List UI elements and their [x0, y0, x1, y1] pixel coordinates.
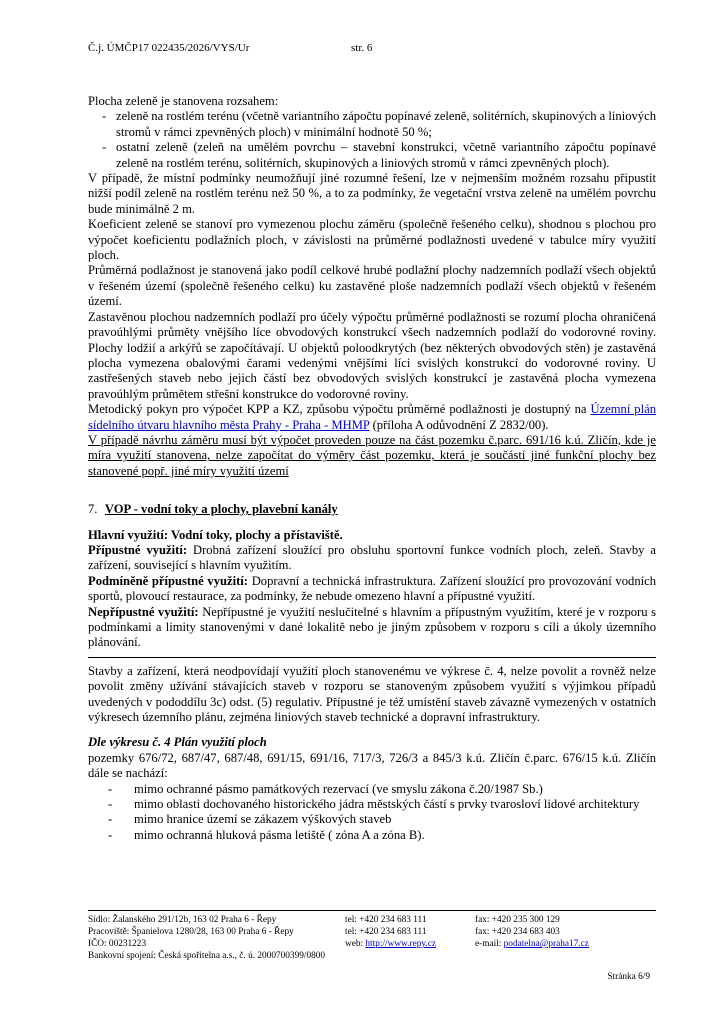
section-number: 7.	[88, 502, 98, 517]
list-item: - mimo ochranná hluková pásma letiště ( zóna A a zóna B).	[88, 828, 656, 843]
page-footer	[88, 910, 656, 961]
paragraph: Průměrná podlažnost je stanovená jako podíl celkové hrubé podlažní plochy nadzemních podlaží všech objektů v řešeném území (společně řešeného celku) ku zastavěné ploše nadzemních podlaží všech objektů v řešeném území.	[88, 263, 656, 309]
forbidden-use-text: Nepřípustné je využití neslučitelné s hlavním a přípustným využitím, které je v rozporu s podmínkami a limity stanovenými v dané lokalitě nebo je jiným způsobem v rozporu s cíli a úkoly územního plánování.	[88, 604, 656, 650]
list-item: - mimo hranice území se zákazem výškových staveb	[88, 812, 656, 827]
fax-2: fax: +420 234 683 403	[475, 927, 560, 937]
email-label: e-mail:	[475, 939, 504, 949]
methodology-paragraph	[88, 402, 656, 433]
footer-contacts	[475, 914, 655, 950]
allowed-use	[88, 543, 656, 574]
section-heading	[88, 502, 656, 517]
location-list	[88, 782, 656, 844]
email-row	[475, 938, 655, 950]
main-use-text: Vodní toky, plochy a přístaviště.	[168, 527, 343, 542]
parcels-paragraph: pozemky 676/72, 687/47, 687/48, 691/15, 691/16, 717/3, 726/3 a 845/3 k.ú. Zličín č.parc. 676/15 k.ú. Zličín dále se nachází:	[88, 750, 656, 781]
paragraph: V případě, že místní podmínky neumožňují jiné rozumné řešení, lze v nejmenším možném rozsahu připustit nižší podíl zeleně na rostlém terénu než 50 %, a to za podmínky, že vegetační vrstva zeleně na umělém povrchu bude minimálně 2 m.	[88, 171, 656, 216]
email-link[interactable]: podatelna@praha17.cz	[503, 939, 589, 949]
footer-phones	[345, 914, 475, 950]
allowed-use-label: Přípustné využití:	[88, 542, 188, 557]
buildings-paragraph: Stavby a zařízení, která neodpovídají využití ploch stanovenému ve výkrese č. 4, nelze povolit a rovněž nelze povolit změny užívání stávajících staveb v rozporu se stanoveným způsobem využití s výjimkou případů uvedených v pododdílu 3c) odst. (5) regulativ. Přípustné je též umístění staveb závazně vymezených v ostatních výkresech územního plánu, zejména liniových staveb technické a dopravní infrastruktury.	[88, 663, 656, 725]
calculation-note: V případě návrhu záměru musí být výpočet proveden pouze na část pozemku č.parc. 691/16 k.ú. Zličín, kde je míra využití stanovena, nelze započítat do výměry část pozemku, která je součástí jiné funkční plochy bez stanovené popř. jiné míry využití území	[88, 432, 656, 478]
allowed-use-text: Drobná zařízení sloužící pro obsluhu sportovní funkce vodních ploch, zeleň. Stavby a zařízení, související s hlavním využitím.	[88, 542, 656, 573]
drawing-heading: Dle výkresu č. 4 Plán využití ploch	[88, 735, 267, 750]
main-use	[88, 528, 656, 543]
footer-address	[88, 914, 338, 962]
forbidden-use-label: Nepřípustné využití:	[88, 604, 199, 619]
phone-2: tel: +420 234 683 111	[345, 927, 427, 937]
web-link[interactable]: http://www.repy.cz	[365, 939, 436, 949]
page-label: str. 6	[351, 42, 373, 54]
list-item: - zeleně na rostlém terénu (včetně variantního zápočtu popínavé zeleně, solitérních, skupinových a liniových stromů v rámci zpevněných ploch) v minimální hodnotě 50 %;	[88, 109, 656, 140]
conditional-use-label: Podmíněně přípustné využití:	[88, 573, 248, 588]
list-item: - mimo oblasti dochovaného historického jádra městských částí s prvky tvarosloví lidové architektury	[88, 797, 656, 812]
web-label: web:	[345, 939, 366, 949]
document-page	[88, 0, 656, 1024]
section-code: VOP	[104, 502, 131, 517]
document-body	[88, 94, 656, 843]
paragraph: Zastavěnou plochou nadzemních podlaží pro účely výpočtu průměrné podlažnosti se rozumí plocha ohraničená pravoúhlými průměty vnějšího líce obvodových konstrukcí všech nadzemních podlaží do vodorovné roviny. Plochy lodžií a arkýřů se započítávají. U objektů poloodkrytých (bez některých obvodových stěn) je zastavěná plocha vymezena obalovými čarami vedenými vnějšími líci svislých konstrukcí do vodorovné roviny. U zastřešených staveb nebo jejich částí bez obvodových svislých konstrukcí je zastavěná plocha vymezena pravoúhlým průmětem střešní konstrukce do vodorovné roviny.	[88, 309, 656, 401]
mhmp-link[interactable]: Územní plán sídelního útvaru hlavního města Prahy - Praha - MHMP	[88, 402, 656, 432]
web-row	[345, 938, 475, 950]
fax-1: fax: +420 235 300 129	[475, 915, 560, 925]
reference-number: Č.j. ÚMČP17 022435/2026/VYS/Ur	[88, 42, 250, 54]
bank-details: Bankovní spojení: Česká spořitelna a.s., č. ú. 2000700399/0800	[88, 951, 326, 961]
footer-divider	[88, 910, 656, 911]
workplace-address: Pracoviště: Španielova 1280/28, 163 00 Praha 6 - Řepy	[88, 927, 294, 937]
page-number: Stránka 6/9	[607, 972, 650, 982]
phone-1: tel: +420 234 683 111	[345, 915, 427, 925]
forbidden-use	[88, 605, 656, 651]
conditional-use-text: Dopravní a technická infrastruktura. Zařízení sloužící pro provozování vodních sportů, plovoucí restaurace, za podmínky, že nebude omezeno hlavní a přípustné využití.	[88, 573, 656, 604]
methodology-suffix: (příloha A odůvodnění Z 2832/00).	[369, 417, 549, 432]
paragraph: Koeficient zeleně se stanoví pro vymezenou plochu záměru (společně řešeného celku), shodnou s plochou pro výpočet koeficientu podlažních ploch, v závislosti na průměrné podlažnosti uvedené v tabulce míry využití ploch.	[88, 217, 656, 263]
list-item: - mimo ochranné pásmo památkových rezervací (ve smyslu zákona č.20/1987 Sb.)	[88, 782, 656, 797]
list-item: - ostatní zeleně (zeleň na umělém povrchu – stavební konstrukci, včetně variantního zápočtu popínavé zeleně na rostlém terénu, solitérních, skupinových a liniových stromů v rámci zpevněných ploch).	[88, 140, 656, 171]
main-use-label: Hlavní využití:	[88, 527, 169, 542]
section-title: - vodní toky a plochy, plavební kanály	[130, 502, 338, 517]
seat-address: Sídlo: Žalanského 291/12b, 163 02 Praha 6 - Řepy	[88, 915, 277, 925]
methodology-text: Metodický pokyn pro výpočet KPP a KZ, způsobu výpočtu průměrné podlažnosti je dostupný na	[88, 402, 591, 417]
greenery-lead: Plocha zeleně je stanovena rozsahem:	[88, 94, 279, 108]
ico: IČO: 00231223	[88, 939, 147, 949]
conditional-use	[88, 574, 656, 605]
greenery-list	[88, 109, 656, 171]
